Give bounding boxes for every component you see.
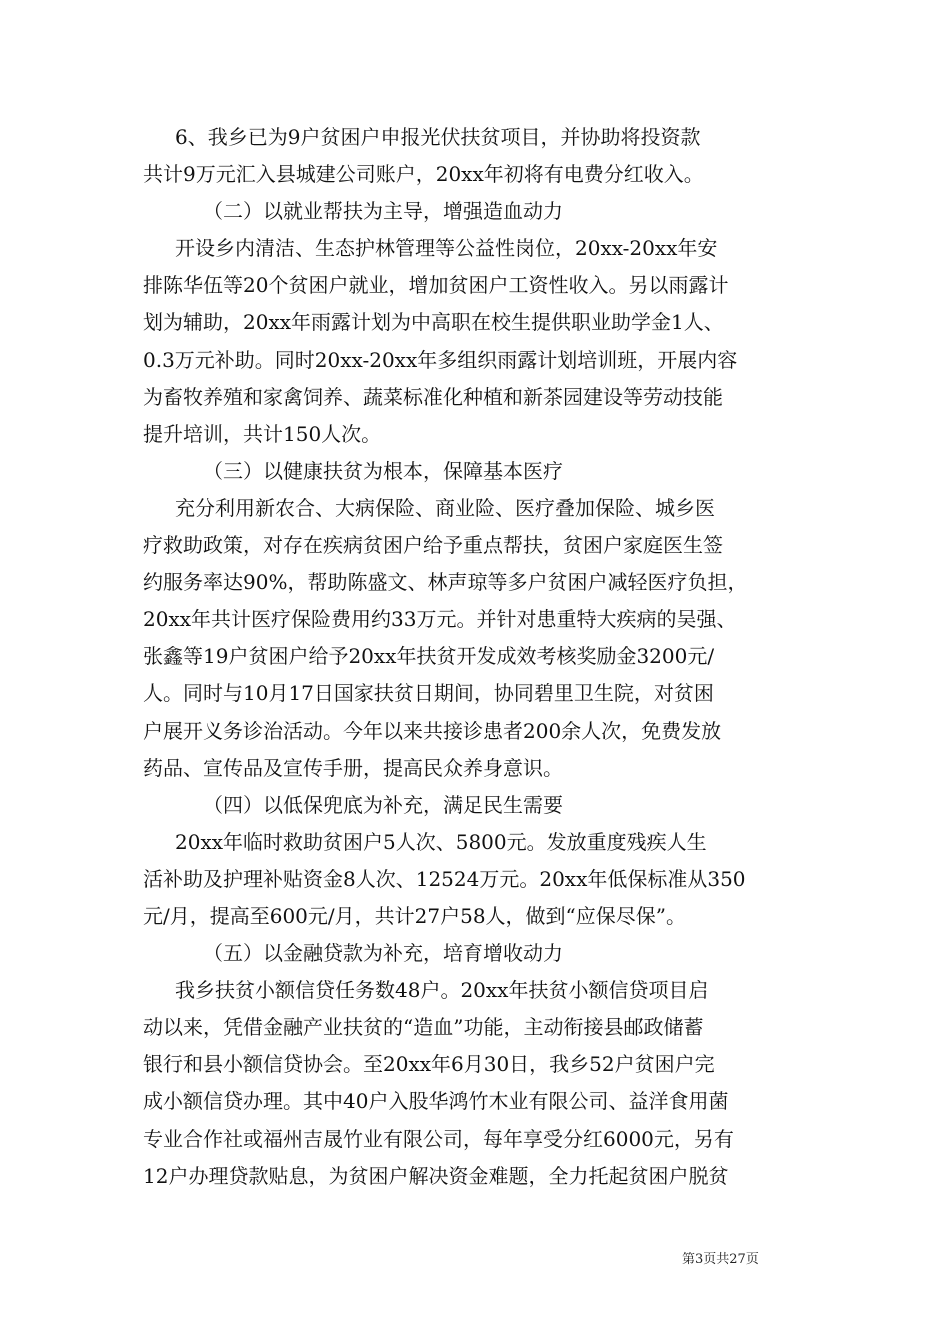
text-line: 充分利用新农合、大病保险、商业险、医疗叠加保险、城乡医 <box>175 495 715 520</box>
text-line: 元/月，提高至600元/月，共计27户58人，做到“应保尽保”。 <box>143 903 686 928</box>
text-line: 排陈华伍等20个贫困户就业，增加贫困户工资性收入。另以雨露计 <box>143 273 729 298</box>
text-line: 户展开义务诊治活动。今年以来共接诊患者200余人次，免费发放 <box>143 718 722 743</box>
text-line: 动以来，凭借金融产业扶贫的“造血”功能，主动衔接县邮政储蓄 <box>143 1015 704 1040</box>
text-line: 20xx年共计医疗保险费用约33万元。并针对患重特大疾病的吴强、 <box>143 607 737 632</box>
text-line: 人。同时与10月17日国家扶贫日期间，协同碧里卫生院，对贫困 <box>143 681 714 706</box>
text-line: 专业合作社或福州吉晟竹业有限公司，每年享受分红6000元，另有 <box>143 1126 734 1151</box>
text-line: 提升培训，共计150人次。 <box>143 421 382 446</box>
text-line: 活补助及护理补贴资金8人次、12524万元。20xx年低保标准从350 <box>143 866 746 891</box>
text-line: 20xx年临时救助贫困户5人次、5800元。发放重度残疾人生 <box>175 829 707 854</box>
text-line: 12户办理贷款贴息，为贫困户解决资金难题，全力托起贫困户脱贫 <box>143 1163 729 1188</box>
section-heading: （二）以就业帮扶为主导，增强造血动力 <box>203 199 563 224</box>
text-line: 我乡扶贫小额信贷任务数48户。20xx年扶贫小额信贷项目启 <box>175 978 709 1003</box>
text-line: 6、我乡已为9户贫困户申报光伏扶贫项目，并协助将投资款 <box>175 125 701 149</box>
text-line: 疗救助政策，对存在疾病贫困户给予重点帮扶，贫困户家庭医生签 <box>143 533 723 558</box>
text-line: 约服务率达90%，帮助陈盛文、林声琼等多户贫困户减轻医疗负担， <box>143 570 748 595</box>
text-line: 划为辅助，20xx年雨露计划为中高职在校生提供职业助学金1人、 <box>143 310 724 335</box>
text-line: 药品、宣传品及宣传手册，提高民众养身意识。 <box>143 755 563 780</box>
text-line: 张鑫等19户贫困户给予20xx年扶贫开发成效考核奖励金3200元/ <box>143 644 715 669</box>
document-body <box>143 119 810 1195</box>
text-line: 0.3万元补助。同时20xx-20xx年多组织雨露计划培训班，开展内容 <box>143 347 738 372</box>
section-heading: （三）以健康扶贫为根本，保障基本医疗 <box>203 458 563 483</box>
page-number: 第3页共27页 <box>682 1252 759 1267</box>
text-line: 银行和县小额信贷协会。至20xx年6月30日，我乡52户贫困户完 <box>143 1052 715 1077</box>
text-line: 共计9万元汇入县城建公司账户，20xx年初将有电费分红收入。 <box>143 162 704 187</box>
text-line: 开设乡内清洁、生态护林管理等公益性岗位，20xx-20xx年安 <box>175 236 718 261</box>
section-heading: （四）以低保兜底为补充，满足民生需要 <box>203 792 563 817</box>
text-line: 成小额信贷办理。其中40户入股华鸿竹木业有限公司、益洋食用菌 <box>143 1089 729 1114</box>
text-line: 为畜牧养殖和家禽饲养、蔬菜标准化种植和新茶园建设等劳动技能 <box>143 384 723 409</box>
section-heading: （五）以金融贷款为补充，培育增收动力 <box>203 941 563 966</box>
